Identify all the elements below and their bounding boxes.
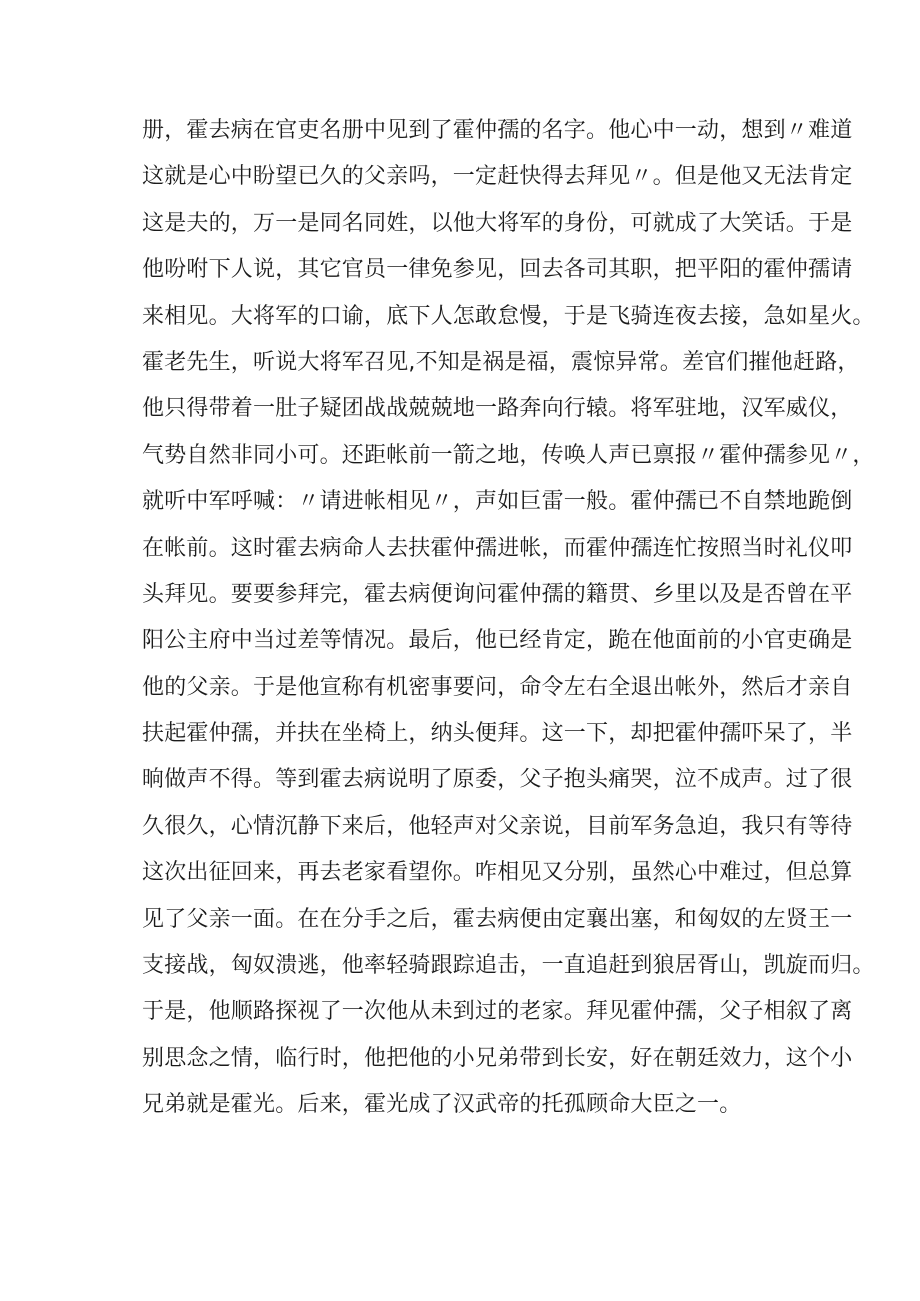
text-line-6: 霍老先生，听说大将军召见,不知是祸是福，震惊异常。差官们摧他赶路， bbox=[142, 349, 860, 375]
text-line-22: 兄弟就是霍光。后来，霍光成了汉武帝的托孤顾命大臣之一。 bbox=[142, 1092, 742, 1118]
text-line-15: 晌做声不得。等到霍去病说明了原委，父子抱头痛哭，泣不成声。过了很 bbox=[142, 767, 853, 793]
text-line-12: 阳公主府中当过差等情况。最后，他已经肯定，跪在他面前的小官吏确是 bbox=[142, 628, 853, 654]
text-line-4: 他吩咐下人说，其它官员一律免参见，回去各司其职，把平阳的霍仲孺请 bbox=[142, 257, 853, 283]
text-line-2: 这就是心中盼望已久的父亲吗，一定赶快得去拜见〃。但是他又无法肯定 bbox=[142, 164, 853, 190]
text-line-7: 他只得带着一肚子疑团战战兢兢地一路奔向行辕。将军驻地，汉军威仪， bbox=[142, 396, 853, 422]
text-line-17: 这次出征回来，再去老家看望你。咋相见又分别，虽然心中难过，但总算 bbox=[142, 860, 853, 886]
text-line-14: 扶起霍仲孺，并扶在坐椅上，纳头便拜。这一下，却把霍仲孺吓呆了，半 bbox=[142, 721, 853, 747]
text-line-13: 他的父亲。于是他宣称有机密事要问，命令左右全退出帐外，然后才亲自 bbox=[142, 674, 853, 700]
text-line-16: 久很久，心情沉静下来后，他轻声对父亲说，目前军务急迫，我只有等待 bbox=[142, 813, 853, 839]
text-line-18: 见了父亲一面。在在分手之后，霍去病便由定襄出塞，和匈奴的左贤王一 bbox=[142, 906, 853, 932]
text-line-20: 于是，他顺路探视了一次他从未到过的老家。拜见霍仲孺，父子相叙了离 bbox=[142, 999, 853, 1025]
text-line-5: 来相见。大将军的口谕，底下人怎敢怠慢，于是飞骑连夜去接，急如星火。 bbox=[142, 303, 875, 329]
body-paragraph bbox=[142, 108, 875, 1129]
text-line-21: 别思念之情，临行时，他把他的小兄弟带到长安，好在朝廷效力，这个小 bbox=[142, 1045, 853, 1071]
text-line-3: 这是夫的，万一是同名同姓，以他大将军的身份，可就成了大笑话。于是 bbox=[142, 210, 853, 236]
text-line-19: 支接战，匈奴溃逃，他率轻骑跟踪追击，一直追赶到狼居胥山，凯旋而归。 bbox=[142, 953, 875, 979]
text-line-1: 册，霍去病在官吏名册中见到了霍仲孺的名字。他心中一动，想到〃难道 bbox=[142, 118, 853, 143]
text-line-8: 气势自然非同小可。还距帐前一箭之地，传唤人声已禀报〃霍仲孺参见〃， bbox=[142, 442, 875, 468]
text-line-10: 在帐前。这时霍去病命人去扶霍仲孺进帐，而霍仲孺连忙按照当时礼仪叩 bbox=[142, 535, 853, 561]
text-line-9: 就听中军呼喊：〃请进帐相见〃，声如巨雷一般。霍仲孺已不自禁地跪倒 bbox=[142, 489, 853, 515]
text-line-11: 头拜见。要要参拜完，霍去病便询问霍仲孺的籍贯、乡里以及是否曾在平 bbox=[142, 581, 853, 607]
